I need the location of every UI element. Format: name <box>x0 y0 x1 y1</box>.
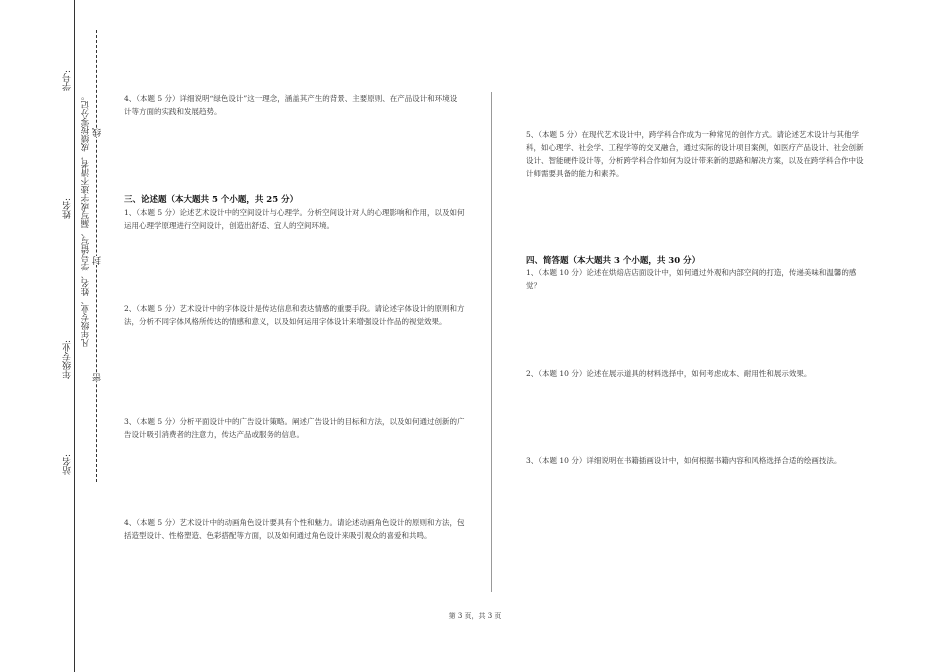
section-3-question-4: 4、（本题 5 分）艺术设计中的动画角色设计要具有个性和魅力。请论述动画角色设计的原则和方法，包括造型设计、性格塑造、色彩搭配等方面，以及如何通过角色设计来吸引观众的喜爱和共鸣。 <box>124 518 465 540</box>
section-4-question-3: 3、（本题 10 分）详细说明在书籍插画设计中，如何根据书籍内容和风格选择合适的绘画技法。 <box>526 456 842 465</box>
section-4-title: 四、简答题（本大题共 3 个小题，共 30 分） <box>526 256 701 266</box>
section-3-question-1: 1、（本题 5 分）论述艺术设计中的空间设计与心理学。分析空间设计对人的心理影响和作用，以及如何运用心理学原理进行空间设计，创造出舒适、宜人的空间环境。 <box>124 208 465 230</box>
margin-rule <box>74 0 75 672</box>
page-number: 第 3 页，共 3 页 <box>448 612 502 620</box>
section-3-title: 三、论述题（本大题共 5 个小题，共 25 分） <box>124 195 299 205</box>
seal-feng: 封 <box>93 256 103 265</box>
section-4-question-2: 2、（本题 10 分）论述在展示道具的材料选择中，如何考虑成本、耐用性和展示效果。 <box>526 369 812 378</box>
section-4-question-1: 1、（本题 10 分）论述在烘焙店店面设计中，如何通过外观和内部空间的打造，传递美味和温馨的感觉？ <box>526 268 857 290</box>
name-label: 姓名: <box>63 198 73 220</box>
section-3-question-3: 3、（本题 5 分）分析平面设计中的广告设计策略。阐述广告设计的目标和方法，以及如何通过创新的广告设计吸引消费者的注意力，传达产品或服务的信息。 <box>124 417 465 439</box>
major-label: 年级专业: <box>63 340 73 380</box>
binding-margin <box>0 0 110 672</box>
seal-mi: 密 <box>93 373 103 382</box>
site-label: 站名: <box>63 454 73 476</box>
seal-xian: 线 <box>93 128 103 137</box>
column-divider <box>491 92 492 592</box>
exam-notice: 凡年级专业、姓名、学号错写、漏写或字迹不清者，成绩按零分记。 <box>81 92 91 347</box>
section-3-question-2: 2、（本题 5 分）艺术设计中的字体设计是传达信息和表达情感的重要手段。请论述字体设计的原则和方法，分析不同字体风格所传达的情感和意义，以及如何运用字体设计来增强设计作品的视觉效果。 <box>124 304 465 326</box>
student-id-label: 学号: <box>63 70 73 92</box>
section-3-question-5: 5、（本题 5 分）在现代艺术设计中，跨学科合作成为一种常见的创作方式。请论述艺术设计与其他学科，如心理学、社会学、工程学等的交叉融合，通过实际的设计项目案例，如医疗产品设计、社会创新设计、智能硬件设计等，分析跨学科合作如何为设计带来新的思路和解决方案，以及在跨学科合作中设计师需要具备的能力和素养。 <box>526 130 864 178</box>
question-4-green-design: 4、（本题 5 分）详细说明“绿色设计”这一理念，涵盖其产生的背景、主要原则、在产品设计和环境设计等方面的实践和发展趋势。 <box>124 94 458 116</box>
